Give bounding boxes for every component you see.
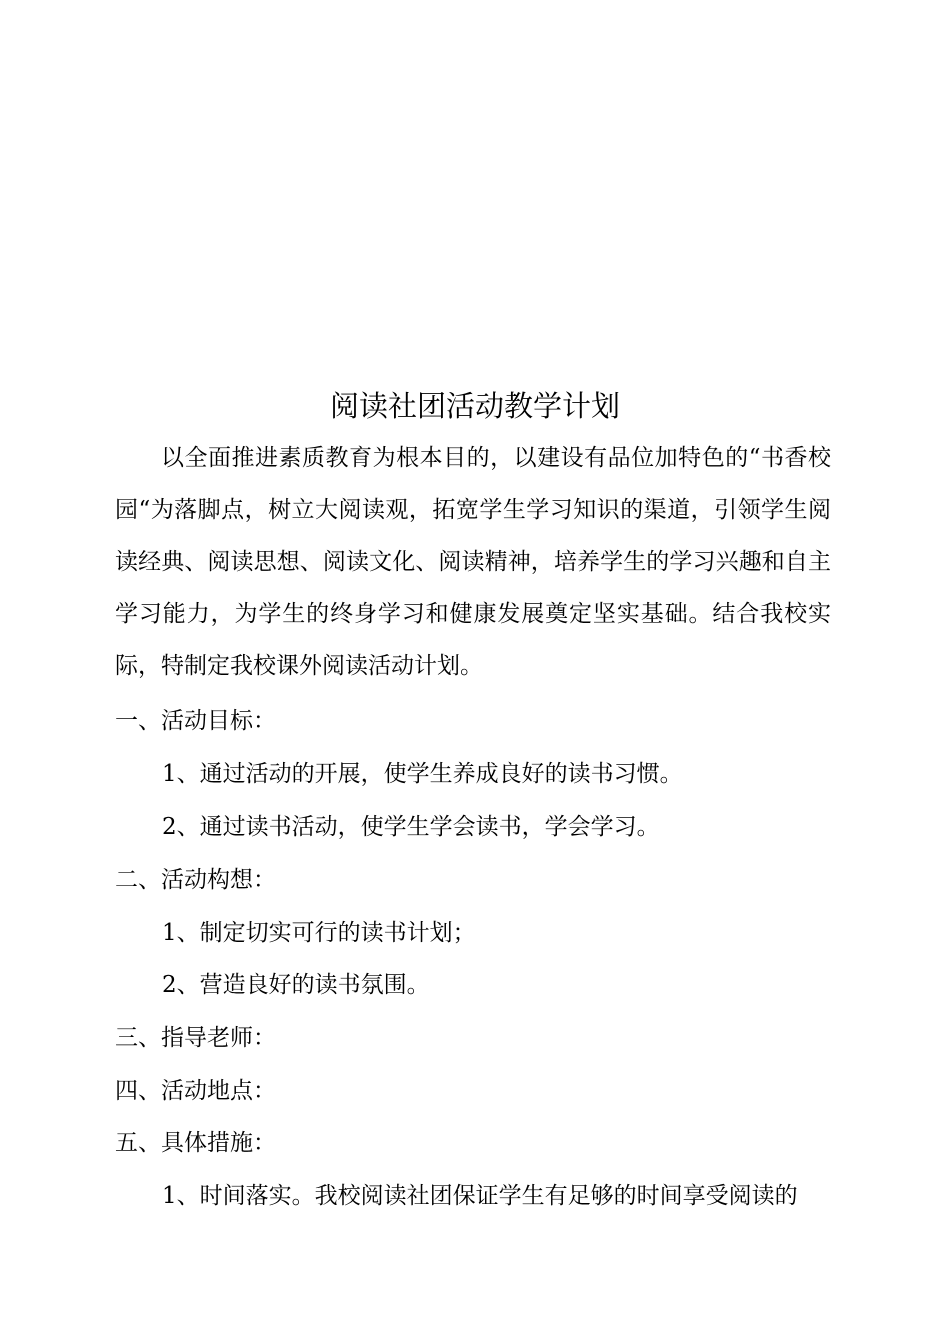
- intro-paragraph: 以全面推进素质教育为根本目的，以建设有品位加特色的“书香校园“为落脚点，树立大阅读观，拓宽学生学习知识的渠道，引领学生阅读经典、阅读思想、阅读文化、阅读精神，培养学生的学习兴趣和自主学习能力，为学生的终身学习和健康发展奠定坚实基础。结合我校实际，特制定我校课外阅读活动计划。: [115, 445, 831, 679]
- goal-item-1: 1、通过活动的开展，使学生养成良好的读书习惯。: [162, 761, 683, 787]
- measure-item-1: 1、时间落实。我校阅读社团保证学生有足够的时间享受阅读的: [162, 1183, 798, 1209]
- goal-item-2: 2、通过读书活动，使学生学会读书，学会学习。: [162, 814, 660, 840]
- section-heading-measures: 五、具体措施：: [115, 1130, 276, 1156]
- section-heading-teacher: 三、指导老师：: [115, 1025, 276, 1051]
- section-heading-location: 四、活动地点：: [115, 1078, 276, 1104]
- section-heading-concept: 二、活动构想：: [115, 867, 276, 893]
- section-heading-goals: 一、活动目标：: [115, 708, 276, 734]
- document-title: 阅读社团活动教学计划: [329, 389, 620, 423]
- concept-item-1: 1、制定切实可行的读书计划；: [162, 920, 476, 946]
- concept-item-2: 2、营造良好的读书氛围。: [162, 972, 430, 998]
